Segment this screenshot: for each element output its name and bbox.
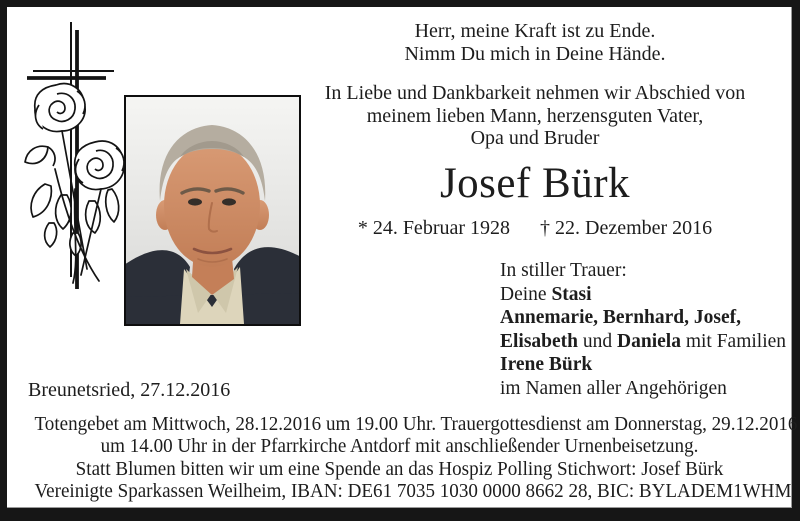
announcement-line: Vereinigte Sparkassen Weilheim, IBAN: DE61 7035 1030 0000 8662 28, BIC: BYLADEM1WHM [34,480,792,503]
verse-line: Nimm Du mich in Deine Hände. [404,43,666,65]
mourner-line [500,283,786,307]
mourners-intro: In stiller Trauer: [500,260,627,281]
mourner-name: Elisabeth [500,330,579,352]
intro-line: In Liebe und Dankbarkeit nehmen wir Abschied von [324,82,746,104]
mourner-name: Annemarie, Bernhard, Josef, [500,307,742,328]
verse [280,20,790,66]
intro-line: meinem lieben Mann, herzensguten Vater, [366,104,704,127]
announcement-line: um 14.00 Uhr in der Pfarrkirche Antdorf mit anschließender Urnenbeisetzung. [100,435,699,458]
announcement-line: Totengebet am Mittwoch, 28.12.2016 um 19.00 Uhr. Trauergottesdienst am Donnerstag, 29.12.2016 [34,413,798,435]
mourner-line [500,306,786,330]
mourner-text: und [578,330,618,352]
farewell-intro [280,82,790,150]
funeral-announcement [34,413,798,503]
life-dates [280,217,790,240]
mourner-text: Deine [500,283,552,305]
obituary-notice [7,7,798,508]
place-date: Breunetsried, 27.12.2016 [28,379,231,401]
intro-line: Opa und Bruder [470,127,600,149]
announcement-line: Statt Blumen bitten wir um eine Spende an das Hospiz Polling Stichwort: Josef Bürk [75,457,724,480]
mourner-name: Daniela [617,330,681,352]
mourner-line [500,330,786,354]
portrait-illustration [126,97,299,324]
cross-and-roses-icon [15,19,129,301]
mourners-closing: im Namen aller Angehörigen [500,377,727,399]
mourner-line [500,353,786,377]
birth-date: * 24. Februar 1928 [357,217,511,239]
death-date: † 22. Dezember 2016 [540,217,713,239]
verse-line: Herr, meine Kraft ist zu Ende. [414,20,656,42]
mourner-text: mit Familien [680,330,787,352]
mourner-name: Stasi [551,283,592,305]
mourner-name: Irene Bürk [500,354,593,375]
mourners-block [500,259,786,400]
portrait-photo [124,95,301,326]
deceased-name: Josef Bürk [439,160,631,207]
